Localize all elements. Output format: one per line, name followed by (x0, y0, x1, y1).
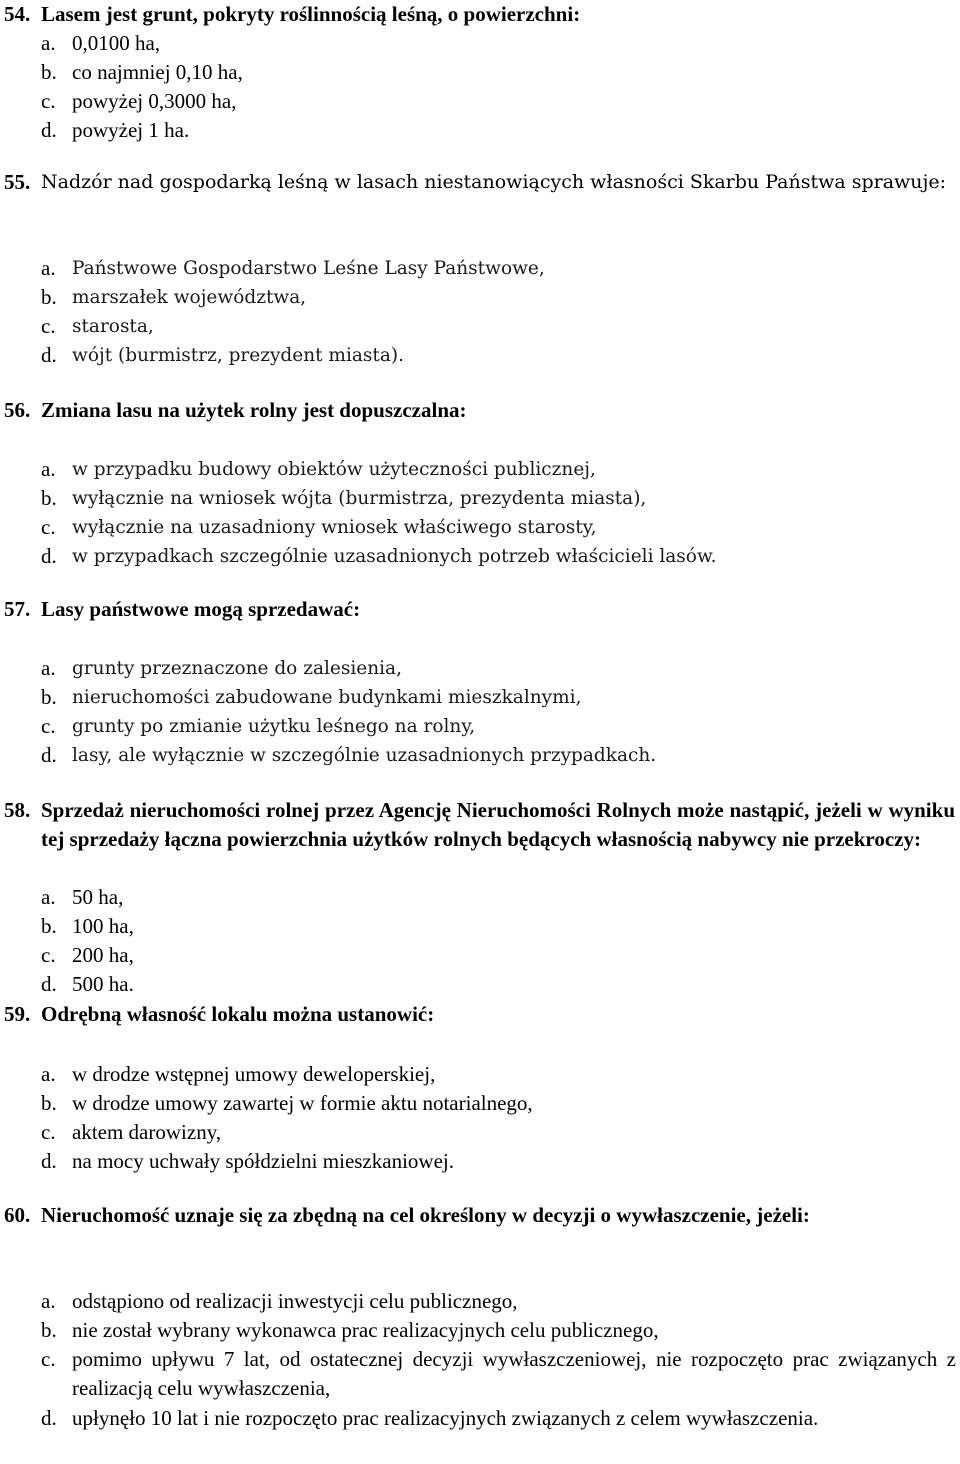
question-number: 55. (4, 170, 31, 194)
option-text: w drodze umowy zawartej w formie aktu notarialnego, (72, 1091, 533, 1115)
option-text: w drodze wstępnej umowy deweloperskiej, (72, 1062, 436, 1086)
option-letter: c. (41, 1347, 56, 1371)
question-58 (0, 796, 956, 883)
question-number: 57. (4, 597, 31, 621)
option-text: wyłącznie na wniosek wójta (burmistrza, prezydenta miasta), (72, 488, 647, 509)
question-text: Odrębną własność lokalu można ustanowić: (41, 1002, 435, 1026)
option-letter: c. (41, 89, 56, 113)
option-letter: c. (41, 1120, 56, 1144)
option-text: grunty przeznaczone do zalesienia, (72, 658, 402, 679)
option-text: co najmniej 0,10 ha, (72, 60, 243, 84)
option-letter: a. (41, 885, 56, 909)
option-text: wyłącznie na uzasadniony wniosek właściwego starosty, (72, 517, 597, 538)
option-letter: d. (41, 544, 57, 568)
question-number: 58. (4, 798, 31, 822)
option-letter: d. (41, 343, 57, 367)
option-60d (0, 1404, 956, 1462)
option-letter: b. (41, 486, 57, 510)
option-letter: c. (41, 943, 56, 967)
option-letter: a. (41, 1289, 56, 1313)
option-text: grunty po zmianie użytku leśnego na rolny, (72, 716, 476, 737)
question-text: Nadzór nad gospodarką leśną w lasach niestanowiących własności Skarbu Państwa sprawuje: (41, 171, 947, 193)
question-text: Lasem jest grunt, pokryty roślinnością leśną, o powierzchni: (41, 2, 581, 26)
option-letter: a. (41, 457, 56, 481)
option-text: powyżej 0,3000 ha, (72, 89, 237, 113)
option-letter: a. (41, 656, 56, 680)
option-text: lasy, ale wyłącznie w szczególnie uzasadnionych przypadkach. (72, 745, 657, 766)
option-text: 100 ha, (72, 914, 134, 938)
question-text: Lasy państwowe mogą sprzedawać: (41, 597, 361, 621)
question-text: Nieruchomość uznaje się za zbędną na cel określony w decyzji o wywłaszczenie, jeżeli: (41, 1203, 810, 1227)
option-text: marszałek województwa, (72, 287, 307, 308)
question-number: 60. (4, 1203, 31, 1227)
option-text: Państwowe Gospodarstwo Leśne Lasy Państwowe, (72, 258, 545, 279)
option-text: aktem darowizny, (72, 1120, 222, 1144)
option-letter: a. (41, 1062, 56, 1086)
option-letter: c. (41, 515, 56, 539)
option-letter: a. (41, 31, 56, 55)
option-text: wójt (burmistrz, prezydent miasta). (72, 345, 404, 366)
option-text: na mocy uchwały spółdzielni mieszkaniowej. (72, 1149, 454, 1173)
option-letter: d. (41, 743, 57, 767)
option-text: odstąpiono od realizacji inwestycji celu publicznego, (72, 1289, 518, 1313)
question-number: 59. (4, 1002, 31, 1026)
question-60 (0, 1201, 956, 1259)
question-number: 56. (4, 398, 31, 422)
option-letter: b. (41, 914, 57, 938)
option-letter: d. (41, 1149, 57, 1173)
option-text: powyżej 1 ha. (72, 118, 190, 142)
option-letter: b. (41, 1318, 57, 1342)
option-text: nieruchomości zabudowane budynkami mieszkalnymi, (72, 687, 582, 708)
question-text: Zmiana lasu na użytek rolny jest dopuszczalna: (41, 398, 467, 422)
option-text: 0,0100 ha, (72, 31, 161, 55)
question-55 (0, 168, 956, 226)
question-text: Sprzedaż nieruchomości rolnej przez Agencję Nieruchomości Rolnych może nastąpić, jeżeli w wyniku tej sprzedaży łączna powierzchnia użytków rolnych będących własnością nabywcy nie przekroczy: (41, 798, 955, 851)
option-text: w przypadkach szczególnie uzasadnionych potrzeb właścicieli lasów. (72, 546, 717, 567)
option-letter: b. (41, 60, 57, 84)
option-letter: b. (41, 285, 57, 309)
option-text: starosta, (72, 316, 154, 337)
option-letter: c. (41, 314, 56, 338)
question-number: 54. (4, 2, 31, 26)
option-letter: d. (41, 972, 57, 996)
option-letter: c. (41, 714, 56, 738)
option-text: upłynęło 10 lat i nie rozpoczęto prac realizacyjnych związanych z celem wywłaszczenia. (72, 1406, 819, 1430)
option-text: 500 ha. (72, 972, 134, 996)
option-letter: b. (41, 685, 57, 709)
option-letter: a. (41, 256, 56, 280)
option-text: nie został wybrany wykonawca prac realizacyjnych celu publicznego, (72, 1318, 659, 1342)
option-60c (0, 1345, 956, 1403)
option-letter: d. (41, 1406, 57, 1430)
option-text: w przypadku budowy obiektów użyteczności publicznej, (72, 459, 596, 480)
option-text: 200 ha, (72, 943, 134, 967)
option-text: 50 ha, (72, 885, 124, 909)
option-letter: b. (41, 1091, 57, 1115)
option-text: pomimo upływu 7 lat, od ostatecznej decyzji wywłaszczeniowej, nie rozpoczęto prac związanych z realizacją celu wywłaszczenia, (72, 1347, 956, 1400)
option-letter: d. (41, 118, 57, 142)
